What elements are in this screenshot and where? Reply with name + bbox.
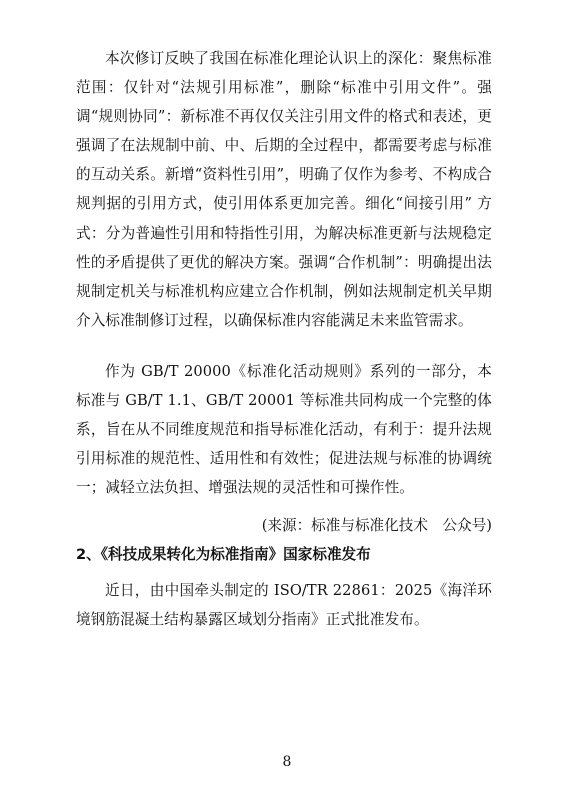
body-paragraph-standard-system: 作为 GB/T 20000《标准化活动规则》系列的一部分，本标准与 GB/T 1.1、GB/T 20001 等标准共同构成一个完整的体系，旨在从不同维度规范和指导标准化活动，有利于：提升法规引用标准的规范性、适用性和有效性；促进法规与标准的协调统一；减轻立法负担、增强法规的灵活性和可操作性。 <box>76 363 492 497</box>
body-paragraph-iso-announcement: 近日，由中国牵头制定的 ISO/TR 22861：2025《海洋环境钢筋混凝土结构暴露区域划分指南》正式批准发布。 <box>76 582 492 629</box>
body-paragraph-revision-summary: 本次修订反映了我国在标准化理论认识上的深化：聚焦标准范围：仅针对“法规引用标准”，删除“标准中引用文件”。强调“规则协同”：新标准不再仅仅关注引用文件的格式和表述，更强调了在法规制中前、中、后期的全过程中，都需要考虑与标准的互动关系。新增“资料性引用”，明确了仅作为参考、不构成合规判据的引用方式，使引用体系更加完善。细化“间接引用” 方式：分为普遍性引用和特指性引用，为解决标准更新与法规稳定性的矛盾提供了更优的解决方案。强调“合作机制”：明确提出法规制定机关与标准机构应建立合作机制，例如法规制定机关早期介入标准制修订过程，以确保标准内容能满足未来监管需求。 <box>76 50 492 329</box>
section-heading-2: 2、《科技成果转化为标准指南》国家标准发布 <box>76 546 371 563</box>
page-number: 8 <box>282 754 292 770</box>
source-attribution: (来源：标准与标准化技术 公众号) <box>261 517 492 534</box>
